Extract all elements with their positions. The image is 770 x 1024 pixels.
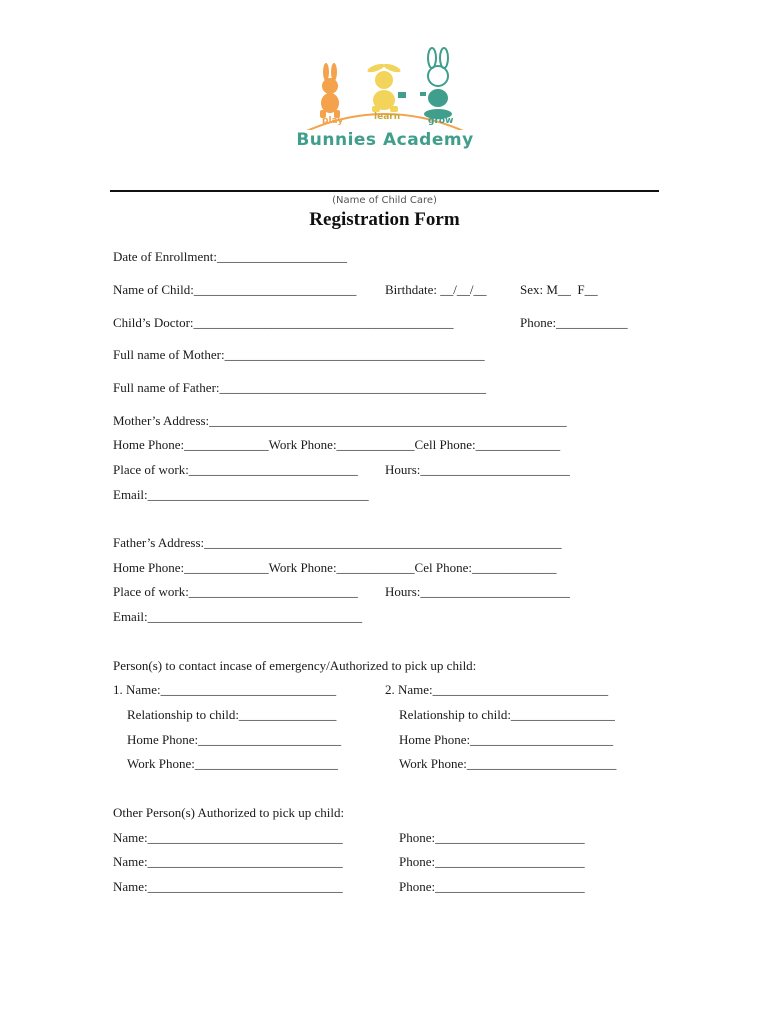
mother-address-field[interactable]: Mother’s Address:_______________________________________________________ — [113, 413, 567, 428]
contact1-home-phone-field[interactable]: Home Phone:______________________ — [127, 732, 342, 747]
authorized-phone-field[interactable]: Phone:_______________________ — [399, 830, 585, 845]
father-place-of-work-field[interactable]: Place of work:__________________________ — [113, 584, 358, 599]
mother-place-of-work-field[interactable]: Place of work:__________________________ — [113, 462, 358, 477]
date-of-enrollment-field[interactable]: Date of Enrollment:____________________ — [113, 249, 347, 264]
contact2-relationship-field[interactable]: Relationship to child:________________ — [399, 707, 615, 722]
father-full-name-field[interactable]: Full name of Father:_________________________________________ — [113, 380, 487, 395]
mother-phones-field[interactable]: Home Phone:_____________Work Phone:____________Cell Phone:_____________ — [113, 437, 561, 452]
mother-hours-field[interactable]: Hours:_______________________ — [385, 462, 570, 477]
logo-tag-grow: grow — [428, 116, 454, 126]
authorized-persons-heading: Other Person(s) Authorized to pick up child: — [113, 805, 345, 820]
father-phones-field[interactable]: Home Phone:_____________Work Phone:____________Cel Phone:_____________ — [113, 560, 557, 575]
doctor-phone-field[interactable]: Phone:___________ — [520, 315, 628, 330]
logo-tag-learn: learn — [374, 112, 401, 122]
father-address-field[interactable]: Father’s Address:_______________________________________________________ — [113, 535, 562, 550]
contact2-name-field[interactable]: 2. Name:___________________________ — [385, 682, 609, 697]
father-hours-field[interactable]: Hours:_______________________ — [385, 584, 570, 599]
contact1-work-phone-field[interactable]: Work Phone:______________________ — [127, 756, 338, 771]
father-email-field[interactable]: Email:_________________________________ — [113, 609, 363, 624]
bunnies-academy-logo — [292, 46, 478, 158]
authorized-name-field[interactable]: Name:______________________________ — [113, 854, 343, 869]
header-rule — [110, 190, 659, 192]
authorized-phone-field[interactable]: Phone:_______________________ — [399, 854, 585, 869]
name-of-child-field[interactable]: Name of Child:_________________________ — [113, 282, 357, 297]
contact1-name-field[interactable]: 1. Name:___________________________ — [113, 682, 337, 697]
emergency-contacts-heading: Person(s) to contact incase of emergency/Authorized to pick up child: — [113, 658, 477, 673]
logo-brand-name: Bunnies Academy — [296, 130, 474, 150]
contact1-relationship-field[interactable]: Relationship to child:_______________ — [127, 707, 337, 722]
form-title: Registration Form — [309, 209, 460, 230]
authorized-name-field[interactable]: Name:______________________________ — [113, 830, 343, 845]
authorized-name-field[interactable]: Name:______________________________ — [113, 879, 343, 894]
authorized-phone-field[interactable]: Phone:_______________________ — [399, 879, 585, 894]
logo-tag-play: play — [322, 116, 344, 126]
sex-field[interactable]: Sex: M__ F__ — [520, 282, 598, 297]
childs-doctor-field[interactable]: Child’s Doctor:________________________________________ — [113, 315, 454, 330]
contact2-home-phone-field[interactable]: Home Phone:______________________ — [399, 732, 614, 747]
child-care-name-caption: (Name of Child Care) — [332, 195, 437, 206]
contact2-work-phone-field[interactable]: Work Phone:_______________________ — [399, 756, 617, 771]
mother-full-name-field[interactable]: Full name of Mother:________________________________________ — [113, 347, 485, 362]
birthdate-field[interactable]: Birthdate: __/__/__ — [385, 282, 487, 297]
mother-email-field[interactable]: Email:__________________________________ — [113, 487, 369, 502]
